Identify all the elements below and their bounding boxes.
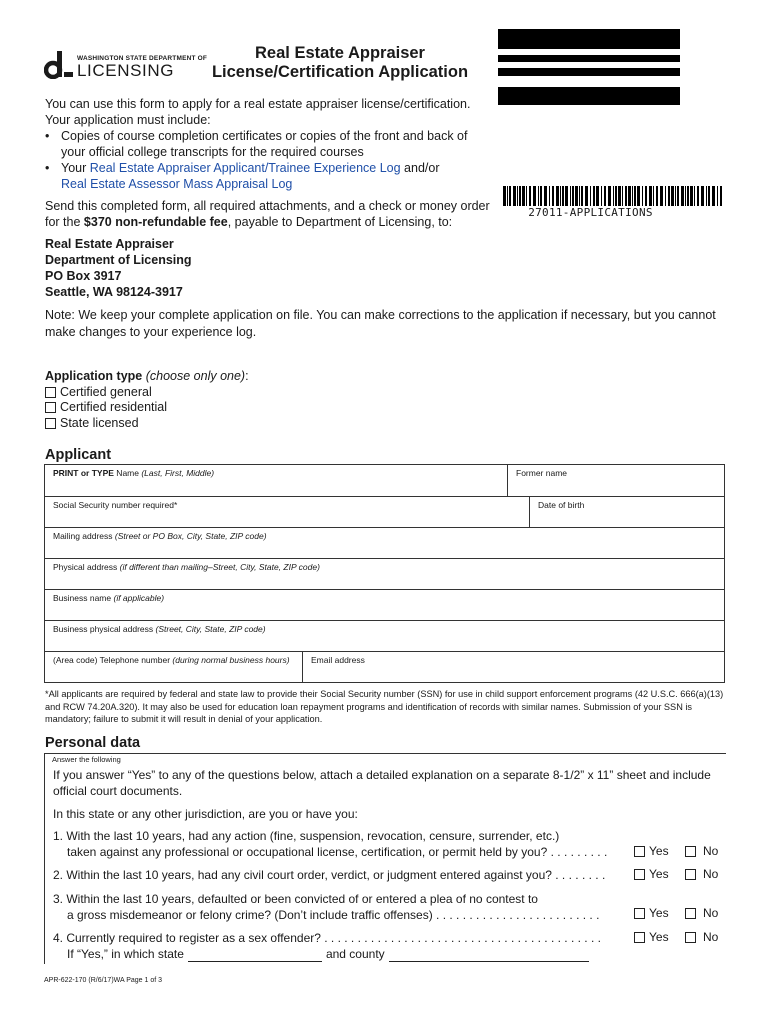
certified-residential-checkbox[interactable]: [45, 402, 56, 413]
mass-appraisal-log-link[interactable]: Real Estate Assessor Mass Appraisal Log: [61, 177, 293, 191]
applicant-heading: Applicant: [45, 447, 112, 463]
q4-no-checkbox[interactable]: [685, 932, 696, 943]
barcode-icon: [503, 186, 725, 206]
state-input-line[interactable]: [188, 950, 322, 962]
q1-yes-checkbox[interactable]: [634, 846, 645, 857]
applicant-table: [44, 464, 725, 683]
q2-yes-checkbox[interactable]: [634, 869, 645, 880]
list-item: • Your Real Estate Appraiser Applicant/Trainee Experience Log and/or Real Estate Assessor Mass Appraisal Log: [45, 161, 440, 191]
personal-data-heading: Personal data: [45, 735, 141, 751]
note-text: Note: We keep your complete application on file. You can make corrections to the application if necessary, but you cannot make changes to your experience log.: [45, 308, 716, 339]
barcode-bar: [498, 29, 680, 49]
intro-block: You can use this form to apply for a real estate appraiser license/certification. Your application must include: • Copies of course completion certificates or copies of the front and back of your official college transcripts for the required courses • Your Real Estate Appraiser Applicant/Trainee Experience Log and/or Real Estate Assessor Mass Appraisal Log: [45, 96, 495, 192]
name-field[interactable]: PRINT or TYPE Name (Last, First, Middle): [53, 468, 215, 478]
experience-log-link[interactable]: Real Estate Appraiser Applicant/Trainee Experience Log: [89, 161, 401, 175]
q3-no-checkbox[interactable]: [685, 908, 696, 919]
logo-licensing-text: LICENSING: [77, 61, 175, 80]
q3-yes-checkbox[interactable]: [634, 908, 645, 919]
logo-department-text: WASHINGTON STATE DEPARTMENT OF: [77, 55, 208, 62]
ssn-notice: *All applicants are required by federal and state law to provide their Social Security number (SSN) for use in child support enforcement programs (42 U.S.C. 666(a)(13) and RCW 74.20A.320). It may also be used for education loan repayment programs and identification of records with similar names. Submission of your SSN is mandatory; failure to submit it will result in denial of your application.: [45, 689, 724, 724]
physical-address-field[interactable]: Physical address (if different than mailing–Street, City, State, ZIP code): [53, 562, 320, 572]
send-instructions: Send this completed form, all required attachments, and a check or money order for the $370 non-refundable fee, payable to Department of Licensing, to:: [45, 199, 490, 229]
state-licensed-checkbox[interactable]: [45, 418, 56, 429]
list-item: • Copies of course completion certificates or copies of the front and back of your official college transcripts for the required courses: [45, 129, 468, 159]
dol-logo-icon: [44, 51, 74, 79]
question-1: 1. With the last 10 years, had any action (fine, suspension, revocation, censure, surrender, etc.) taken against any professional or occupational license, certification, or permit held by you? . . . . . . . . .: [53, 829, 608, 859]
email-field[interactable]: Email address: [302, 652, 724, 682]
q4-answer: Yes No: [634, 930, 718, 944]
business-address-field[interactable]: Business physical address (Street, City, State, ZIP code): [53, 624, 266, 634]
business-name-field[interactable]: Business name (if applicable): [53, 593, 165, 603]
barcode-bar: [498, 68, 680, 76]
question-2: 2. Within the last 10 years, had any civil court order, verdict, or judgment entered against you? . . . . . . . .: [53, 868, 606, 882]
telephone-field[interactable]: (Area code) Telephone number (during normal business hours): [53, 655, 290, 665]
certified-general-checkbox[interactable]: [45, 387, 56, 398]
q2-answer: Yes No: [634, 867, 718, 881]
question-4: 4. Currently required to register as a sex offender? . . . . . . . . . . . . . . . . . . . . . . . . . . . . . . . . . . . . . . . . . . If “Yes,” in which state and county: [53, 931, 601, 961]
dob-field[interactable]: Date of birth: [529, 497, 724, 527]
personal-data-subtitle: Answer the following: [52, 755, 121, 764]
mailing-address: Real Estate Appraiser Department of Licensing PO Box 3917 Seattle, WA 98124-3917: [45, 237, 192, 299]
county-input-line[interactable]: [389, 950, 589, 962]
q1-no-checkbox[interactable]: [685, 846, 696, 857]
ssn-field[interactable]: Social Security number required*: [53, 500, 178, 510]
q4-yes-checkbox[interactable]: [634, 932, 645, 943]
form-footer: APR-622-170 (R/6/17)WA Page 1 of 3: [44, 977, 163, 984]
question-3: 3. Within the last 10 years, defaulted or been convicted of or entered a plea of no contest to a gross misdemeanor or felony crime? (Don’t include traffic offenses) . . . . . . . . . . . . . . . . . . . . . . . . .: [53, 892, 600, 922]
q3-answer: Yes No: [634, 906, 718, 920]
personal-data-instructions: If you answer “Yes” to any of the questions below, attach a detailed explanation on a separate 8-1/2” x 11” sheet and include official court documents. In this state or any other jurisdiction, are you or have you:: [53, 768, 711, 821]
mailing-address-field[interactable]: Mailing address (Street or PO Box, City, State, ZIP code): [53, 531, 267, 541]
q2-no-checkbox[interactable]: [685, 869, 696, 880]
q1-answer: Yes No: [634, 844, 718, 858]
former-name-field[interactable]: Former name: [507, 465, 724, 496]
application-type-group: Application type (choose only one): Certified general Certified residential State licensed: [45, 369, 249, 430]
barcode-label: 27011-APPLICATIONS: [528, 206, 653, 219]
form-title: Real Estate Appraiser License/Certification Application: [211, 44, 469, 81]
barcode-bar: [498, 55, 680, 62]
barcode-bar: [498, 87, 680, 105]
